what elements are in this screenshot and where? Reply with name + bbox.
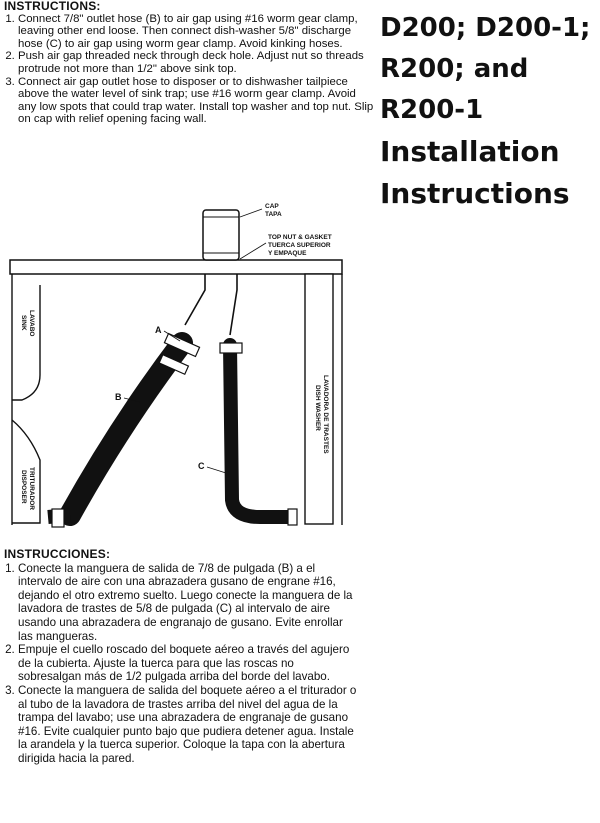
title-line: R200; and: [380, 54, 529, 84]
topnut-label: TOP NUT & GASKET: [268, 234, 332, 241]
title-line: Instructions: [380, 177, 570, 210]
sink-label: SINK: [20, 315, 27, 331]
spanish-heading: INSTRUCCIONES:: [4, 547, 111, 561]
spanish-step: 3. Conecte la manguera de salida del boquete aéreo a el triturador o al tubo de la lavadora de trastes arriba del nivel del agua de la trampa del lavabo; use una abrazadera de engranaje de gusano #16. Evite cualquier punto bajo que pudiera detener agua. Instale la arandela y la tuerca superior. Coloque la tapa con la abertura dirigida hacia la pared.: [18, 684, 360, 766]
label-c: C: [198, 461, 205, 471]
spanish-step: 2. Empuje el cuello roscado del boquete aéreo a través del agujero de la cubierta. Ajuste la tuerca para que las roscas no sobresalgan más de 1/2 pulgada arriba del borde del lavabo.: [18, 643, 360, 684]
english-steps: [4, 13, 376, 126]
spanish-instructions: [4, 548, 360, 766]
air-gap-body: [185, 274, 237, 335]
label-b: B: [115, 392, 122, 402]
title-line: D200; D200-1;: [380, 13, 591, 43]
disposer-label: DISPOSER: [20, 470, 27, 504]
counter-top: [10, 260, 342, 274]
hose-clamp: [52, 509, 64, 527]
hose-clamp: [288, 509, 297, 525]
english-instructions: [4, 0, 376, 126]
title-line: Installation: [380, 135, 560, 168]
label-a: A: [155, 325, 162, 335]
title-line: R200-1: [380, 95, 484, 125]
cap-label: CAP: [265, 203, 279, 210]
hose-clamp: [220, 343, 242, 353]
spanish-steps: [4, 562, 360, 766]
topnut-label: TUERCA SUPERIOR: [268, 242, 331, 249]
diagram-svg: [0, 195, 370, 550]
hose-b: [70, 343, 182, 515]
topnut-label: Y EMPAQUE: [268, 250, 307, 257]
spanish-step: 1. Conecte la manguera de salida de 7/8 de pulgada (B) a el intervalo de aire con una abrazadera gusano de engrane #16, dejando el otro extremo suelto. Luego conecte la manguera de la lavadora de trastes de 5/8 de pulgada (C) al intervalo de aire usando una abrazadera de engranajo de gusano. Evite enrollar las mangueras.: [18, 562, 360, 644]
document-title: [380, 8, 600, 215]
sink-label-es: LAVABO: [28, 310, 35, 337]
english-step: 2. Push air gap threaded neck through deck hole. Adjust nut so threads protrude not more than 1/2" above sink top.: [18, 50, 376, 75]
installation-diagram: [0, 195, 370, 550]
english-step: 3. Connect air gap outlet hose to disposer or to dishwasher tailpiece above the water level of sink trap; use #16 worm gear clamp. Avoid any low spots that could trap water. Install top washer and top nut. Slip on cap with relief opening facing wall.: [18, 76, 376, 126]
dishwasher-label-es: LAVADORA DE TRASTES: [322, 375, 329, 454]
hose-c: [230, 345, 290, 517]
disposer-label-es: TRITURADOR: [28, 467, 35, 510]
dishwasher-label: DISH WASHER: [314, 385, 321, 431]
cap-label-es: TAPA: [265, 211, 282, 218]
english-step: 1. Connect 7/8" outlet hose (B) to air gap using #16 worm gear clamp, leaving other end loose. Then connect dish-washer 5/8" discharge hose (C) to air gap using worm gear clamp. Avoid kinking hoses.: [18, 13, 376, 51]
english-heading: INSTRUCTIONS:: [4, 0, 101, 13]
